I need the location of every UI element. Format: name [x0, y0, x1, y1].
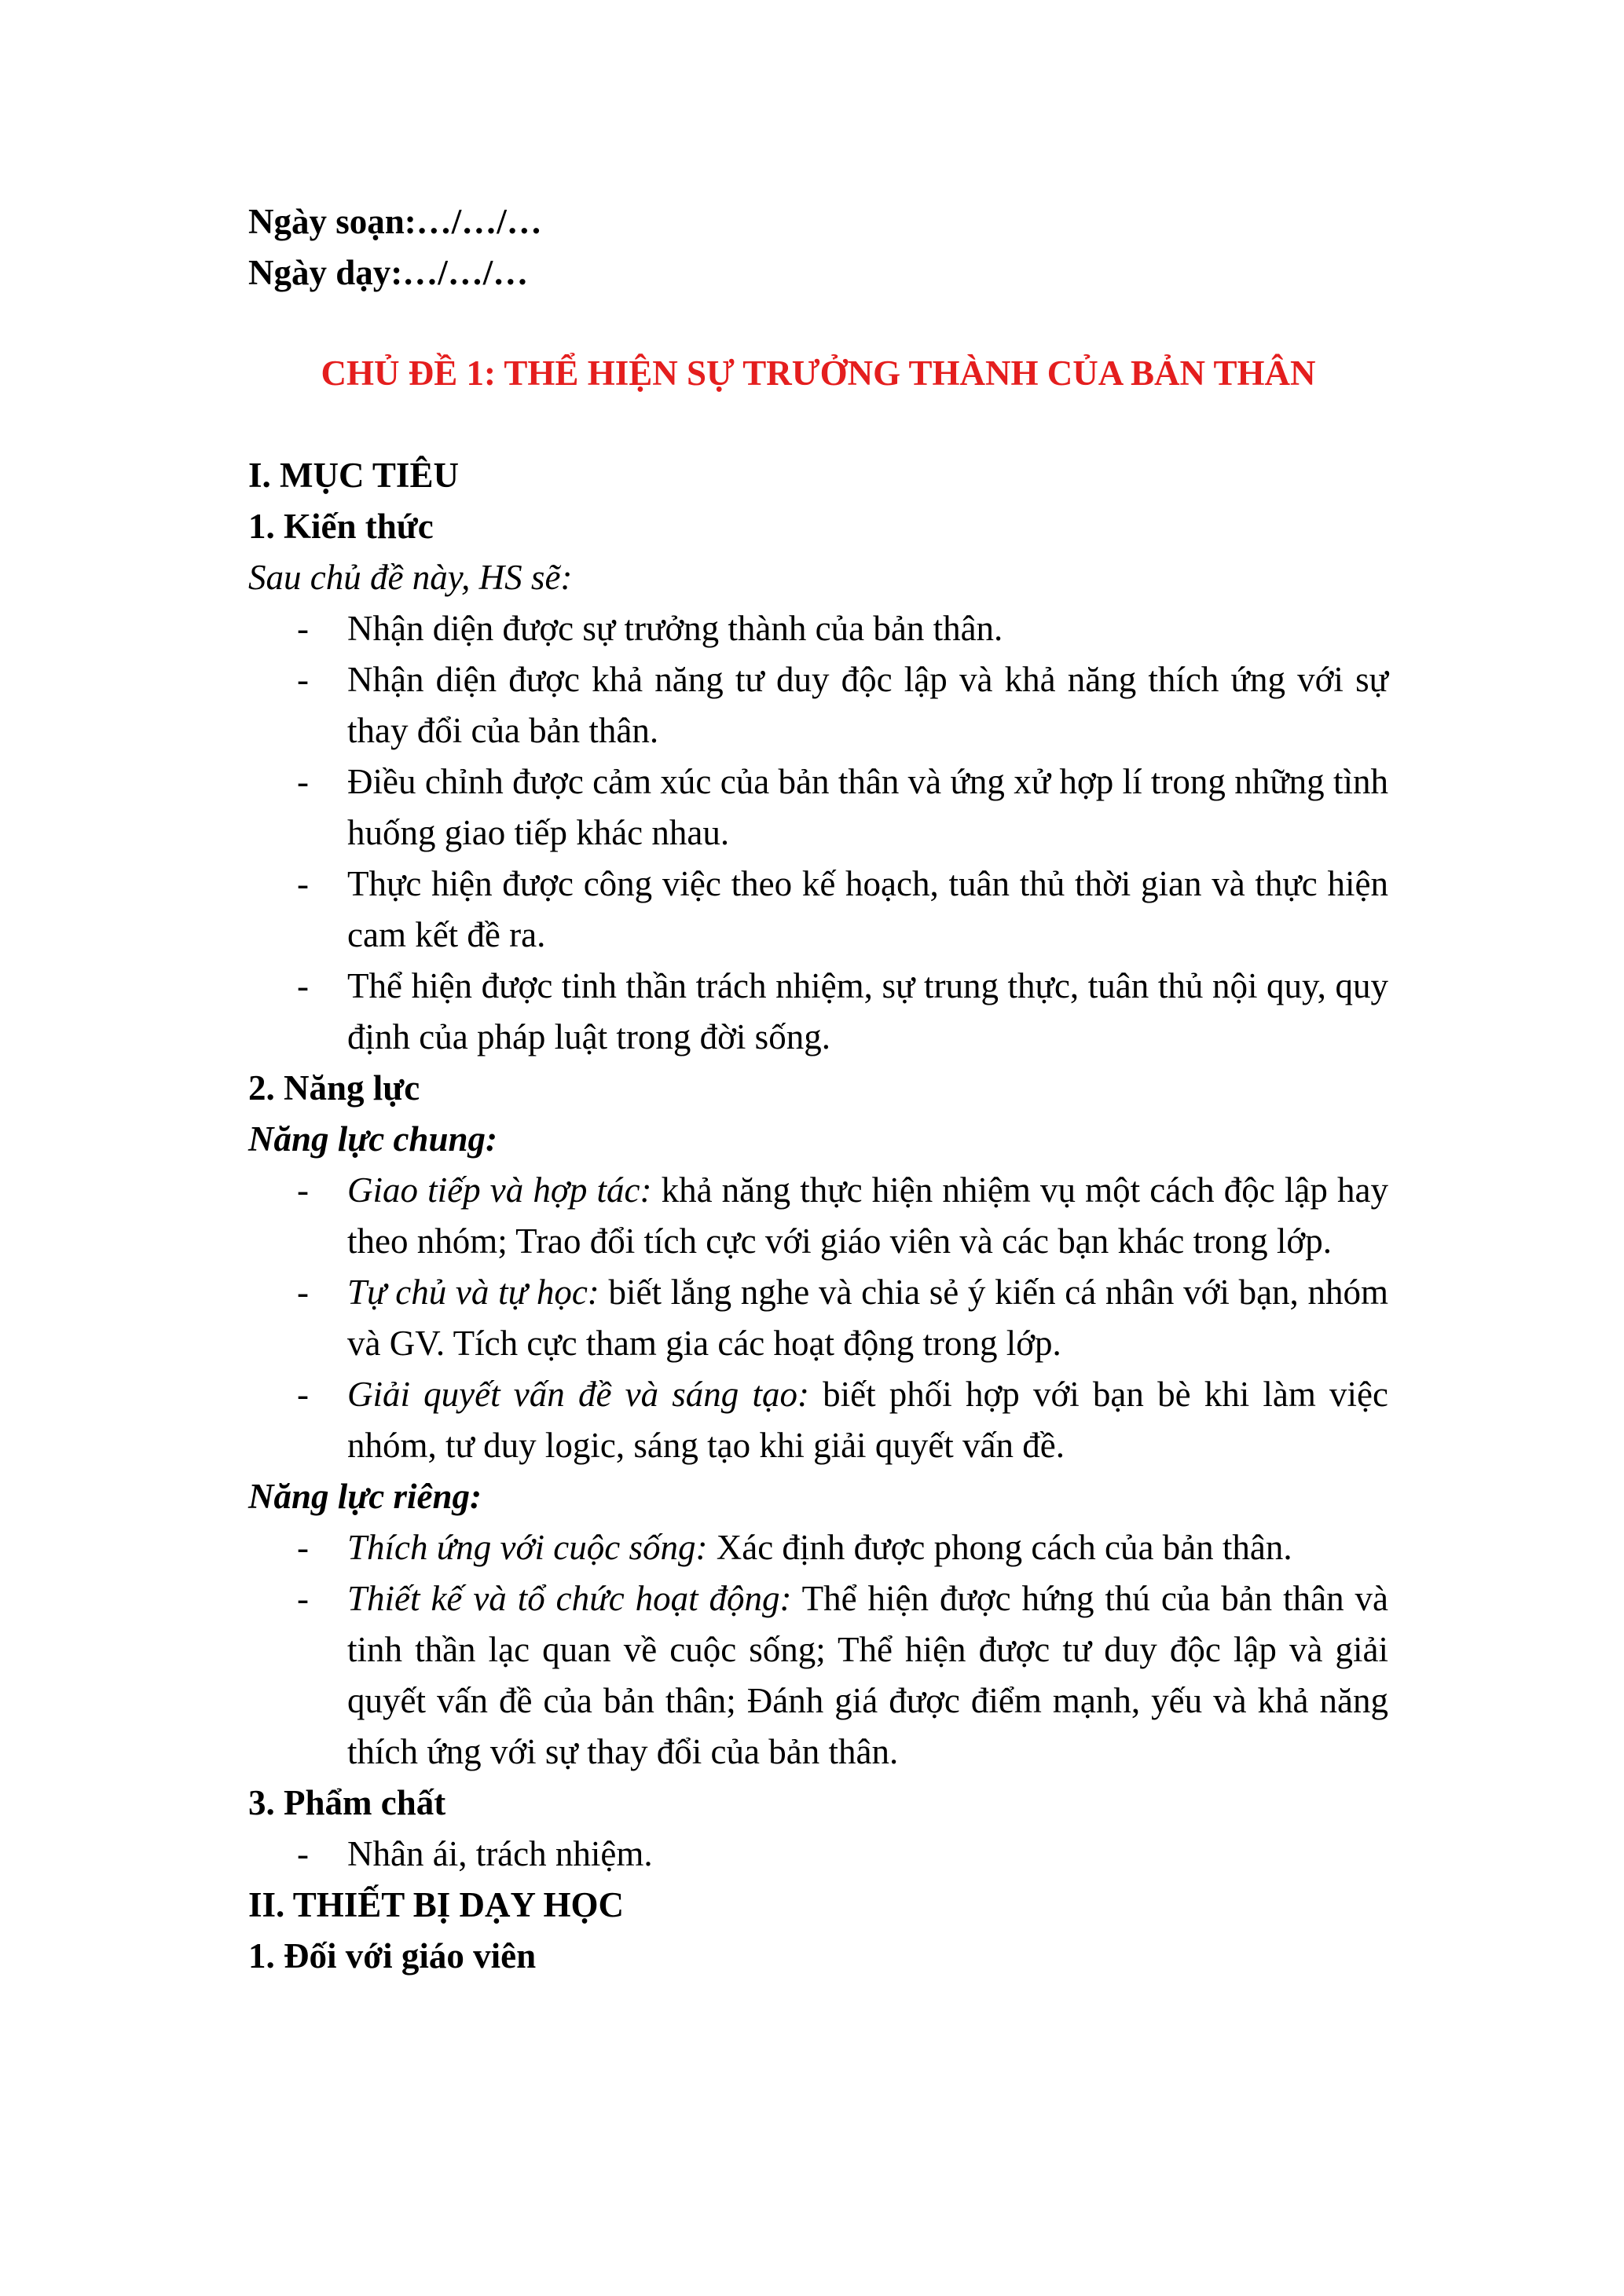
knowledge-intro: Sau chủ đề này, HS sẽ:: [248, 558, 573, 597]
general-competence-heading: Năng lực chung:: [248, 1119, 497, 1159]
dash-bullet: -: [297, 864, 309, 903]
item-label: Thích ứng với cuộc sống:: [347, 1528, 708, 1567]
list-item-text: Thực hiện được công việc theo kế hoạch, tuân thủ thời gian và thực hiện cam kết đề ra.: [347, 864, 1388, 954]
date-prepared: Ngày soạn:…/…/…: [248, 202, 542, 241]
dash-bullet: -: [297, 1375, 309, 1414]
dash-bullet: -: [297, 1273, 309, 1312]
list-item-text: Thể hiện được tinh thần trách nhiệm, sự trung thực, tuân thủ nội quy, quy định của pháp luật trong đời sống.: [347, 966, 1388, 1056]
list-item: [248, 1165, 1388, 1267]
list-item-text: Nhân ái, trách nhiệm.: [347, 1834, 653, 1873]
knowledge-list: [248, 603, 1388, 1063]
item-label: Thiết kế và tổ chức hoạt động:: [347, 1579, 792, 1618]
list-item: [248, 1267, 1388, 1369]
list-item: [248, 756, 1388, 859]
subheading-knowledge: 1. Kiến thức: [248, 507, 434, 546]
list-item: [248, 961, 1388, 1063]
list-item: [248, 859, 1388, 961]
list-item: [248, 1369, 1388, 1471]
dash-bullet: -: [297, 660, 309, 699]
dash-bullet: -: [297, 966, 309, 1005]
item-text: biết phối hợp với bạn bè khi làm việc nhóm, tư duy logic, sáng tạo khi giải quyết vấn đề.: [347, 1375, 1389, 1465]
list-item-text: Nhận diện được khả năng tư duy độc lập và khả năng thích ứng với sự thay đổi của bản thân.: [347, 660, 1388, 750]
specific-competence-heading: Năng lực riêng:: [248, 1477, 482, 1516]
document-page: [248, 196, 1388, 1982]
dash-bullet: -: [297, 762, 309, 801]
dash-bullet: -: [297, 1579, 309, 1618]
list-item-text: Nhận diện được sự trưởng thành của bản thân.: [347, 609, 1003, 648]
subheading-competence: 2. Năng lực: [248, 1068, 420, 1108]
subheading-teacher: 1. Đối với giáo viên: [248, 1936, 537, 1976]
subheading-qualities: 3. Phẩm chất: [248, 1783, 446, 1822]
qualities-list: [248, 1829, 1388, 1880]
specific-competence-list: [248, 1522, 1388, 1778]
item-text: biết lắng nghe và chia sẻ ý kiến cá nhân với bạn, nhóm và GV. Tích cực tham gia các hoạt động trong lớp.: [347, 1273, 1388, 1363]
list-item-text: Điều chỉnh được cảm xúc của bản thân và ứng xử hợp lí trong những tình huống giao tiếp khác nhau.: [347, 762, 1388, 852]
dash-bullet: -: [297, 609, 309, 648]
list-item: [248, 1573, 1388, 1778]
general-competence-list: [248, 1165, 1388, 1471]
date-taught: Ngày dạy:…/…/…: [248, 253, 529, 292]
item-text: Xác định được phong cách của bản thân.: [707, 1528, 1292, 1567]
document-title: CHỦ ĐỀ 1: THỂ HIỆN SỰ TRƯỞNG THÀNH CỦA BẢN THÂN: [321, 353, 1316, 393]
item-label: Giải quyết vấn đề và sáng tạo:: [347, 1375, 809, 1414]
list-item: [248, 1522, 1388, 1573]
list-item: [248, 654, 1388, 756]
list-item: [248, 603, 1388, 654]
dash-bullet: -: [297, 1528, 309, 1567]
item-text: Thể hiện được hứng thú của bản thân và tinh thần lạc quan về cuộc sống; Thể hiện được tư duy độc lập và giải quyết vấn đề của bản thân; Đánh giá được điểm mạnh, yếu và khả năng thích ứng với sự thay đổi của bản thân.: [347, 1579, 1389, 1771]
section-heading-objectives: I. MỤC TIÊU: [248, 456, 459, 495]
item-label: Tự chủ và tự học:: [347, 1273, 599, 1312]
dash-bullet: -: [297, 1834, 309, 1873]
item-text: khả năng thực hiện nhiệm vụ một cách độc lập hay theo nhóm; Trao đổi tích cực với giáo viên và các bạn khác trong lớp.: [347, 1170, 1388, 1261]
dash-bullet: -: [297, 1170, 309, 1210]
item-label: Giao tiếp và hợp tác:: [347, 1170, 652, 1210]
list-item: [248, 1829, 1388, 1880]
section-heading-equipment: II. THIẾT BỊ DẠY HỌC: [248, 1885, 625, 1924]
